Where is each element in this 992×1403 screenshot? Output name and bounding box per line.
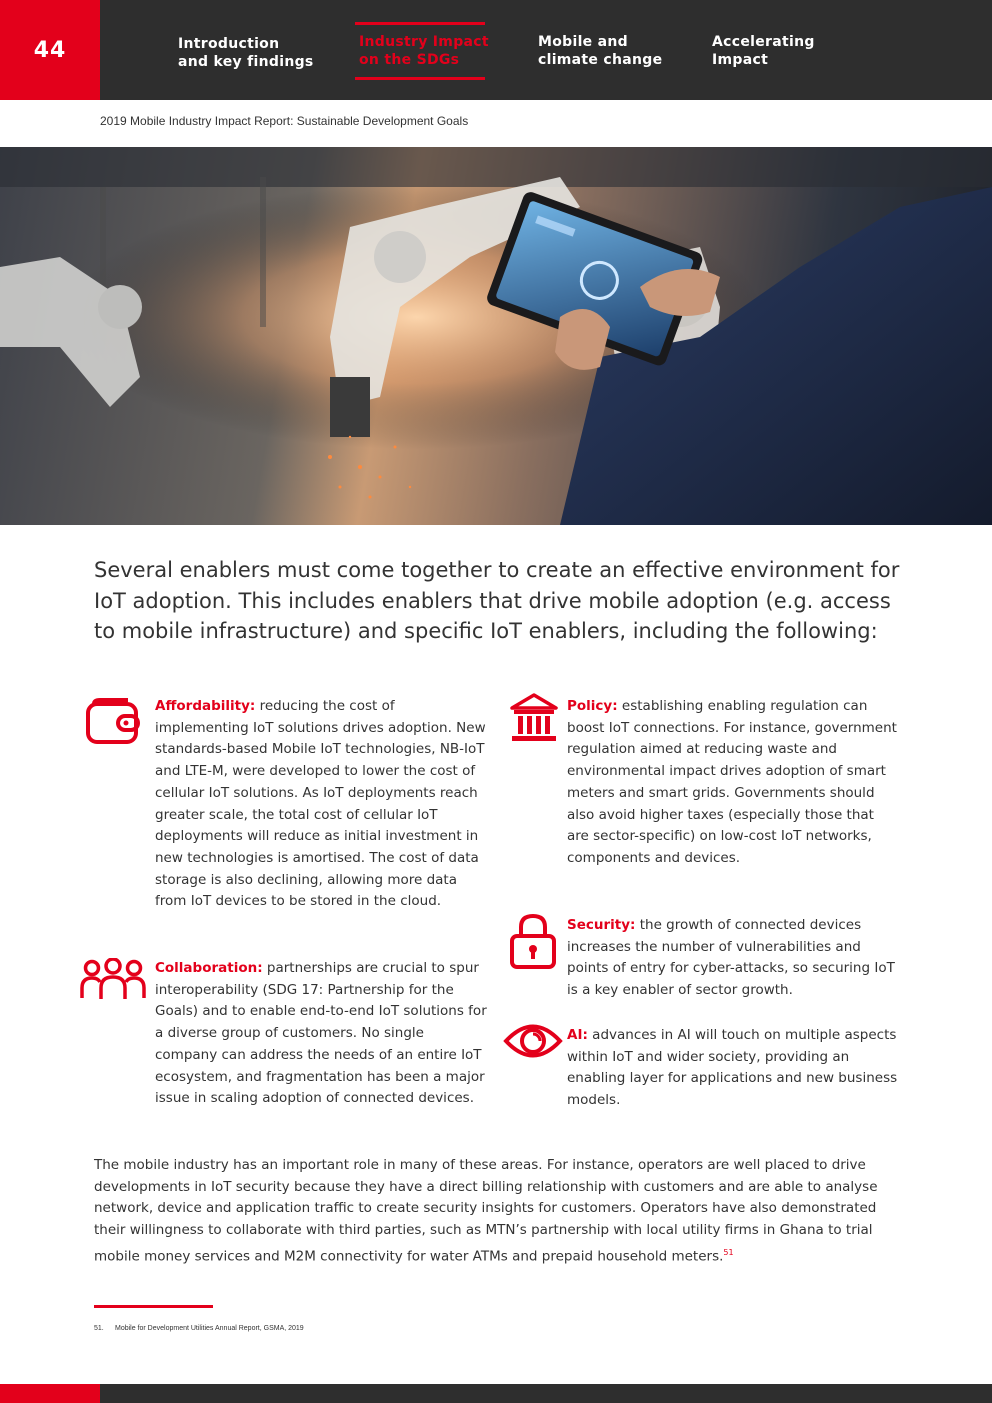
- active-nav-top-line: [355, 22, 485, 25]
- enabler-term: Security:: [567, 917, 636, 933]
- nav-industry-impact[interactable]: Industry Impact on the SDGs: [359, 34, 489, 68]
- lead-paragraph: Several enablers must come together to create an effective environment for IoT adoption. This includes enablers that drive mobile adoption (e.g. access to mobile infrastructure) and specific IoT enablers, including the following:: [94, 558, 900, 643]
- enabler-term: Collaboration:: [155, 960, 263, 976]
- enabler-text: partnerships are crucial to spur interoperability (SDG 17: Partnership for the Goals) and to enable end-to-end IoT solutions for a diverse group of customers. No single company can address the needs of an entire IoT ecosystem, and fragmentation has been a major issue in scaling adoption of connected devices.: [155, 960, 487, 1107]
- wallet-icon: [84, 698, 144, 746]
- factory-robotics-illustration: [0, 147, 992, 525]
- top-navigation-bar: [0, 0, 992, 100]
- report-title: 2019 Mobile Industry Impact Report: Sustainable Development Goals: [100, 114, 469, 128]
- nav-introduction[interactable]: Introduction and key findings: [178, 36, 314, 70]
- eye-icon: [503, 1018, 563, 1064]
- enabler-policy: [567, 696, 897, 870]
- enabler-text: reducing the cost of implementing IoT solutions drives adoption. New standards-based Mobile IoT technologies, NB-IoT and LTE-M, were developed to lower the cost of cellular IoT solutions. As IoT deployments reach greater scale, the total cost of cellular IoT deployments will reduce as initial investment in new technologies is amortised. The cost of data storage is also declining, allowing more data from IoT devices to be stored in the cloud.: [155, 698, 486, 910]
- enabler-affordability: [155, 696, 490, 913]
- nav-accelerating-impact[interactable]: Accelerating Impact: [712, 34, 815, 68]
- enabler-security: [567, 915, 897, 1002]
- government-building-icon: [508, 692, 560, 744]
- enabler-term: AI:: [567, 1027, 588, 1043]
- footnote-text: Mobile for Development Utilities Annual Report, GSMA, 2019: [115, 1325, 304, 1332]
- hero-image: [0, 147, 992, 525]
- enabler-text: the growth of connected devices increases the number of vulnerabilities and points of entry for cyber-attacks, so securing IoT is a key enabler of sector growth.: [567, 917, 895, 999]
- bottom-bar: [0, 1384, 992, 1403]
- footnote-number: 51.: [94, 1325, 104, 1332]
- people-icon: [80, 958, 146, 1000]
- active-nav-bottom-line: [355, 77, 485, 80]
- footnote-divider: [94, 1305, 213, 1308]
- padlock-icon: [508, 912, 558, 970]
- enabler-text: establishing enabling regulation can boost IoT connections. For instance, government regulation aimed at reducing waste and environmental impact drives adoption of smart meters and smart grids. Governments should also avoid higher taxes (especially those that are sector-specific) on low-cost IoT networks, components and devices.: [567, 698, 897, 866]
- enabler-ai: [567, 1025, 902, 1112]
- nav-mobile-climate[interactable]: Mobile and climate change: [538, 34, 663, 68]
- enabler-text: advances in AI will touch on multiple aspects within IoT and wider society, providing an enabling layer for applications and new business models.: [567, 1027, 898, 1109]
- body-text: The mobile industry has an important role in many of these areas. For instance, operators are well placed to drive developments in IoT security because they have a direct billing relationship with customers and are able to analyse network, device and application traffic to create security insights for customers. Operators have also demonstrated their willingness to collaborate with third parties, such as MTN’s partnership with local utility firms in Ghana to trial mobile money services and M2M connectivity for water ATMs and prepaid household meters.: [94, 1157, 878, 1265]
- footnote: [94, 1325, 304, 1332]
- enabler-term: Affordability:: [155, 698, 256, 714]
- footnote-reference[interactable]: 51: [723, 1247, 734, 1257]
- enabler-collaboration: [155, 958, 490, 1110]
- enabler-term: Policy:: [567, 698, 618, 714]
- bottom-bar-accent: [0, 1384, 100, 1403]
- body-paragraph: [94, 1155, 894, 1268]
- page-number: 44: [0, 0, 100, 100]
